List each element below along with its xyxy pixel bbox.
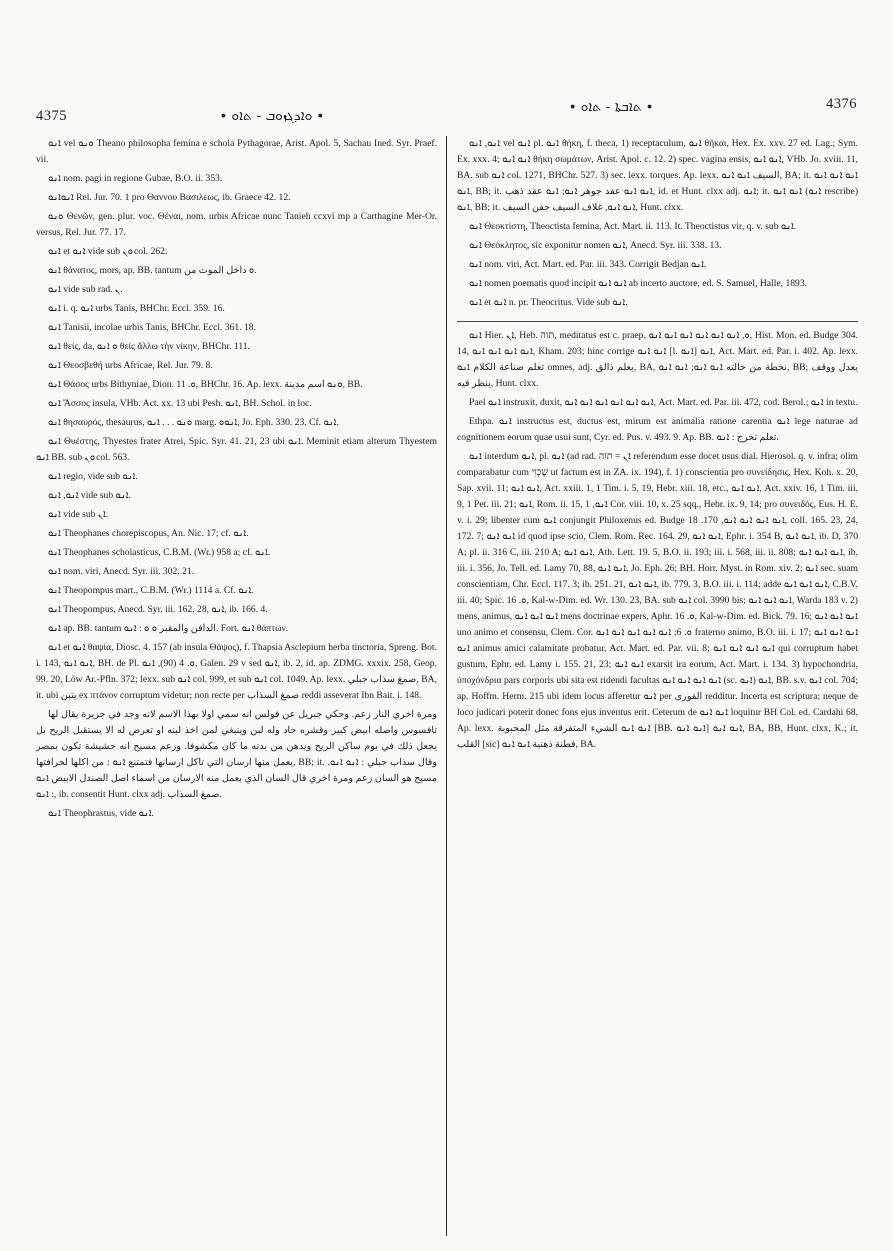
dictionary-entry: ومرة اخري النار زعم. وحكي جبريل عن فولس انه سمي اولا بهذا الاسم لانه وجد في جزيرة يقال لها تافسوس واصله ابيض كبير وقشره حاد وله لبن وينبغي لمن اخذ لبنه او تعرض له الا يستقبل الريح بل يجعل ذلك في يوم ساكن الريح ويدهن من بدنه ما كان مكشوفا. وزعم مسيح انه حشيشة تكون بمصر يعمل منها ارسان التي تاكل ارسانها فتمتنع ܐܢܘ : من اكلها لحرافتها, BB; it. وقال سذاب جبلي : ܐܢܘ ܐܢܘ. مسيح هو السان زعم ومرة اخري قال السان الذي يعمل منه الارسان من اسماء اصل الصندل الابيض ܐܢܘ : ܐܢܘ, ib. consentit Hunt. clxx adj. صمغ السذاب. (36, 709, 437, 800)
dictionary-entry: ܐܢܘ, ܐܢܘ vide sub ܐܢܘ. (48, 490, 131, 501)
dictionary-entry: ܐܢܘܐܢܘ Rel. Jur. 70. 1 pro Θαννου Βασιλεως, ib. Graece 42. 12. (48, 192, 291, 203)
dictionary-entry: ܐܢܘ interdum ܐܢܘ, pl. ܐܢܘ (ad rad. ܐܢ = תוה referendum esse docet usus dial. Hierosol. q. v. infra; olim comparabatur cum שֶׁכְוִי ut factum est in ZA. ix. 194), f. 1) conscientia pro συνείδησις, Hex. Koh. x. 20, Sap. xvii. 11; ܐܢܘ ܐܢܘ, Act. xxiii. 1, 1 Tim. i. 5, 19, Hebr. xiii. 18, etc., ܐܢܘ ܐܢܘ, Act. xxiv. 16, 1 Tim. iii. 9, 1 Pet. iii. 21; ܐܢܘ, Rom. ii. 15, ܐܢܘ, 1 Cor. viii. 10, x. 25 sqq., Hebr. ix. 9, 14; pro συνειδός, Eus. H. E. v. i. 29; libenter cum ܐܢܘ conjungit Philoxenus ed. Budge ܐܢܘ ܐܢܘ ܐܢܘ ܐܢܘ, 170. 18, coll. 165. 23, 24, 172. 7; ܐܢܘ ܐܢܘ id quod ipse scio, Clem. Rom. Rec. 164. 29, ܐܢܘ ܐܢܘ, Ephr. i. 354 B, ܐܢܘ ܐܢܘ, ib. D, 370 A; pl. ii. 316 C, iii. 210 A; ܐܢܘ ܐܢܘ, Ath. Lett. 19. 5, B.O. ii. 193; iii. i. 568, iii. ii. 808; ܐܢܘ ܐܢܘ ܐܢܘ, ib. iii. i. 356, Jo. Tell. ed. Lamy 70, 88, ܐܢܘ ܐܢܘ, Jo. Eph. 26; BH. Horr. Myst. in Rom. xiv. 2; ܐܢܘ sec. suam conscientiam, Chr. Eccl. 117. 3; ib. 251. 21, ܐܢܘ ܐܢܘ, ib. 779. 3, B.O. iii. i. 114; adde ܐܢܘ ܐܢܘ ܐܢܘ, C.B.V. iii. 40; Spic. ܘ. 16, Kal-w-Dim. ed. Wr. 130. 23, BA. sub ܐܢܘ col. 3990 bis; ܐܢܘ ܐܢܘ ܐܢܘ, Warda 183 v. 2) mens, animus, ܐܢܘ ܐܢܘ ܐܢܘ mens doctrinae expers, Aphr. ܘ. 16, Kal-w-Dim. ed. Bick. 79. 16; ܐܢܘ ܐܢܘ ܐܢܘ uno animo et consensu, Clem. Cor. ܘ. 6; ܐܢܘ ܐܢܘ ܐܢܘ ܐܢܘ ܐܢܘ fraterno animo, B.O. iii. i. 17; ܐܢܘ ܐܢܘ ܐܢܘ ܐܢܘ animus amici calamitate probatur, Act. Mart. ed. Par. vii. 8; ܐܢܘ ܐܢܘ ܐܢܘ ܐܢܘ qui corruptum habet gustum, Ephr. ed. Lamy i. 155. 21, 23; ܐܢܘ ܐܢܘ exarsit ira eorum, Act. Mart. i. 134. 3) hypochondria, ὑποχόνδρια pars corporis ubi sita est ridendi facultas ܐܢܘ ܐܢܘ ܐܢܘ ܐܢܘ (sc. ܐܢܘ) ܐܢܘ, BB. s.v. ܐܢܘ col. 704; ap. Hoffm. Herm. 215 ubi idem locus afferetur ܐܢܘ per القورى redditur. Incerta est scriptura; neque de loco judicari poterit donec fons ejus inventus erit. Ceterum de ܐܢܘ ܐܢܘ loquitur BH Col. ed. Cardahi 68. Ap. lexx. ܐܢܘ ܐܢܘ الشيء المتفرقة مثل المحبوبة [BB. ܐܢܘ ܐܢܘ] ܐܢܘ ܐܢܘ, BA, BB, Hunt. clxx, K.; it. القلب [sic] فطنة ذهنية ܐܢܘ ܐܢܘ, BA. (457, 451, 858, 750)
dictionary-entry: ܘܢܘ Θενῶν, gen. plur. voc. Θέναι, nom. urbis Africae nunc Tanieh ccxvi mp a Carthagine Mer-Or. versus, Rel. Jur. 77. 17. (36, 211, 437, 238)
right-column (446, 136, 858, 1236)
dictionary-entry: ܐܢܘ Theopompus, Anecd. Syr. iii. 162. 28, ܐܢܘ, ib. 166. 4. (48, 604, 268, 615)
dictionary-entry: ܐܢܘ et ܐܢܘ vide sub ܘܢ col. 262. (48, 246, 168, 257)
dictionary-entry: ܐܢܘ Theophanes scholasticus, C.B.M. (Wr.) 958 a; cf. ܐܢܘ. (48, 547, 271, 558)
dictionary-entry: ܐܢܘ ap. BB. tantum الدافن والمقبر ܘ ܘ : ܐܢܘ. Fort. ܐܢܘ θάπτων. (48, 623, 289, 634)
left-running-title: ∙ ܘܐܕܓܙܘܒ - ܬܐܘ ∙ (220, 108, 324, 124)
dictionary-entry: ܐܢܘ Theopompus mart., C.B.M. (Wr.) 1114 a. Cf. ܐܢܘ. (48, 585, 254, 596)
dictionary-entry: ܐܢܘ vide sub ܐܢ. (48, 509, 109, 520)
dictionary-entry: ܐܢܘ i. q. ܐܢܘ urbs Tanis, BHChr. Eccl. 359. 16. (48, 303, 225, 314)
dictionary-entry: ܐܢܘ Tanisii, incolae urbis Tanis, BHChr. Eccl. 361. 18. (48, 322, 256, 333)
page-header (30, 96, 863, 124)
dictionary-entry: ܐܢܘ, ܐܢܘ vel ܐܢܘ pl. ܐܢܘ θήκη, f. theca, 1) receptaculum, ܐܢܘ θῆκαι, Hex. Ex. xxv. 27 ed. Lag.; Sym. Ex. xxx. 4; ܐܢܘ ܐܢܘ θήκη σωμάτων, Arist. Apol. c. 12. 2) spec. vagina ensis, ܐܢܘ ܐܢܘ, VHb. Jo. xviii. 11, BA. sub ܐܢܘ col. 1271, BHChr. 527. 3) sec. lexx. torques. Ap. lexx. السيف ܐܢܘ ܐܢܘ, BA; it. ܐܢܘ ܐܢܘ ܐܢܘ ܐܢܘ, BB; it. ܐܢܘ ܐܢܘ عقد جوهر ܐܢܘ; ܐܢܘ عقد ذهب, id. et Hunt. clxx adj. ܐܢܘ; it. ܐܢܘ ܐܢܘ (ܐܢܘ rescribe) ܐܢܘ, BB; it. ܐܢܘ ܐܢܘ, غلاف السيف جفن السيف, Hunt. clxx. (457, 138, 858, 213)
right-column-lower (457, 328, 858, 753)
dictionary-entry: ܐܢܘ Θεοσβεθή urbs Africae, Rel. Jur. 79. 8. (48, 360, 213, 371)
left-column (36, 136, 445, 1236)
right-column-upper (457, 136, 858, 311)
dictionary-columns (36, 136, 858, 1236)
dictionary-entry: ܐܢܘ Θυέστης, Thyestes frater Atrei, Spic. Syr. 41. 21, 23 ubi ܐܢܘ. Meminit etiam alterum Thyestem ܐܢܘ BB. sub ܘܢ col. 563. (36, 436, 437, 463)
dictionary-entry: ܐܢܘ nom. pagi in regione Gubae, B.O. ii. 353. (48, 173, 223, 184)
dictionary-entry: ܐܢܘ Θεόκλητος, sic exponitur nomen ܐܢܘ, Anecd. Syr. iii. 338. 13. (469, 240, 722, 251)
dictionary-entry: ܐܢܘ θησαυρός, thesaurus, ܘܢܘ . . . ܐܢܘ marg. ܐܢܘܘ, Jo. Eph. 330. 23. Cf. ܐܢܘ. (48, 417, 339, 428)
dictionary-entry: ܐܢܘ et ܐܢܘ n. pr. Theocritus. Vide sub ܐܢܘ. (469, 297, 628, 308)
right-page-number: 4376 (826, 96, 857, 112)
dictionary-entry: ܐܢܘ vel ܘܢܘ Theano philosopha femina e schola Pythagorae, Arist. Apol. 5, Sachau Ined. Syr. Praef. vii. (36, 138, 437, 165)
dictionary-entry: Pael ܐܢܘ instruxit, duxit, ܐܢܘ ܐܢܘ ܐܢܘ ܐܢܘ ܐܢܘ ܐܢܘ, Act. Mart. ed. Par. iii. 472, cod. Berol.; ܐܢܘ in textu. (469, 397, 858, 408)
dictionary-entry: ܐܢܘ regio, vide sub ܐܢܘ. (48, 471, 138, 482)
dictionary-entry: ܐܢܘ Θεοκτίστη, Theoctista femina, Act. Mart. ii. 113. It. Theoctistus vir, q. v. sub ܐܢܘ. (469, 221, 797, 232)
dictionary-entry: ܐܢܘ Theophanes chorepiscopus, An. Nic. 17; cf. ܐܢܘ. (48, 528, 249, 539)
dictionary-entry: ܐܢܘ Θάσος urbs Bithyniae, Dion. ܘ. 11, BHChr. 16. Ap. lexx. ܘܢܘ اسم مدينة, BB. (48, 379, 363, 390)
right-running-title: ∙ ܬܐܒܬܐ - ܬܐܘ ∙ (569, 99, 653, 115)
dictionary-entry: ܐܢܘ Ἄσσος insula, VHb. Act. xx. 13 ubi Pesh. ܐܢܘ, BH. Schol. in loc. (48, 398, 312, 409)
dictionary-entry: ܐܢܘ et ܐܢܘ θαψία, Diosc. 4. 157 (ab insula Θάψος), f. Thapsia Asclepium herba tinctoria, Spreng. Bot. i. 143, ܐܢܘ ܐܢܘ, BH. de Pl. ܘ. 4 (90), ܐܢܘ, Galen. 29 v sed ܐܢܘ, ib. 2, id. ap. ZDMG. xxxix. 258, Geop. 99. 20, Löw Ar.-Pfln. 372; lexx. sub ܐܢܘ col. 999, et sub ܐܢܘ col. 1049. Ap. lexx. صمغ سذاب جبلي, BA, it. ubi يتبن ex πτάνον corruptum videtur; non recte per صمغ السذاب reddi asseverat Ibn Bait. i. 148. (36, 642, 438, 701)
dictionary-entry: ܐܢܘ nomen poematis quod incipit ܐܢܘ ܐܢܘ ab incerto auctore, ed. S. Samuel, Halle, 1893. (469, 278, 808, 289)
left-page-number: 4375 (36, 108, 67, 124)
section-separator (457, 321, 858, 322)
dictionary-entry: ܐܢܘ nom. viri, Act. Mart. ed. Par. iii. 343. Corrigit Bedjan ܐܢܘ. (469, 259, 707, 270)
dictionary-entry: ܐܢܘ nom. viri, Anecd. Syr. iii. 302. 21. (48, 566, 195, 577)
dictionary-entry: ܐܢܘ Hier. ܐܢ, Heb. תוה, meditatus est c. praep. ܘ, ܐܢܘ ܐܢܘ ܐܢܘ ܐܢܘ ܐܢܘ ܐܢܘ, Hist. Mon. ed. Budge 304. 14, ܐܢܘ ܐܢܘ ܐܢܘ ܐܢܘ, Kham. 203; hinc corrige ܐܢܘ ܐܢܘ [l. ܐܢܘ] ܐܢܘ, Act. Mart. ed. Par. i. 402. Ap. lexx. تعلم صناعة الكلام ܐܢܘ omnes, adj. يعلم ذالق, BA, نخطة من خالته ܐܢܘ ܐܢܘ; ܐܢܘ ܐܢܘ, BB; يعدل ووقف ينظر فيه, Hunt. clxx. (457, 330, 858, 389)
dictionary-entry: ܐܢܘ θάνατος, mors, ap. BB. tantum ܘ داخل الموت من. (48, 265, 257, 276)
dictionary-entry: ܐܢܘ Theophrastus, vide ܐܢܘ. (48, 808, 154, 819)
dictionary-entry: ܐܢܘ vide sub rad. ܢ. (48, 284, 123, 295)
dictionary-entry: ܐܢܘ θείς, da, ܘ ܐܢܘ θείς ἄλλω τὴν νίκην, BHChr. 111. (48, 341, 250, 352)
dictionary-entry: Ethpa. ܐܢܘ instructus est, ductus est, mirum est animalia ratione carentia ܐܢܘ lege naturae ad cognitionem eorum quae usui sunt, Cyr. ed. Pus. v. 493. 9. Ap. BB. تعلم تخرج : ܐܢܘ. (457, 416, 858, 443)
